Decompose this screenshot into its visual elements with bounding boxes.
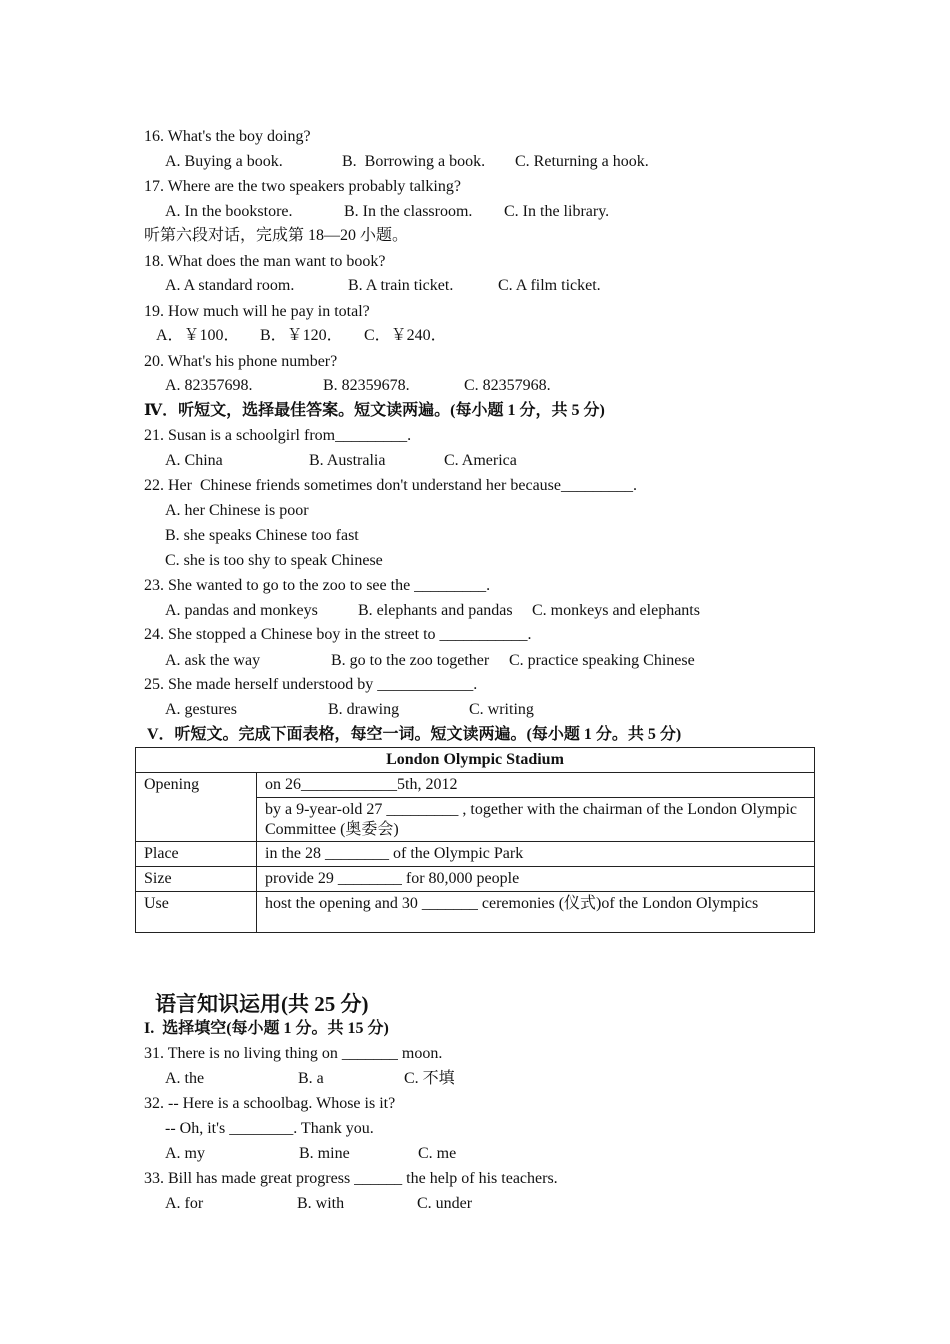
table-title: London Olympic Stadium [136, 748, 815, 773]
dialogue6-instruction: 听第六段对话，完成第 18—20 小题。 [144, 227, 409, 244]
q17-option-c: C. In the library. [504, 203, 610, 220]
part5-heading: V．听短文。完成下面表格，每空一词。短文读两遍。(每小题 1 分。共 5 分) [147, 726, 682, 743]
q16-option-b: B. Borrowing a book. [342, 153, 486, 170]
opening-row1: on 26____________5th, 2012 [257, 773, 815, 798]
q18-option-c: C. A film ticket. [498, 277, 601, 294]
q22-option-b: B. she speaks Chinese too fast [165, 527, 359, 544]
place-label: Place [136, 842, 257, 867]
q32-question: 32. -- Here is a schoolbag. Whose is it? [144, 1095, 396, 1112]
opening-row2: by a 9-year-old 27 _________ , together with the chairman of the London Olympic Committee (奥委会) [257, 798, 815, 842]
use-value: host the opening and 30 _______ ceremonies (仪式)of the London Olympics [257, 892, 815, 933]
language-section-title: 语言知识运用(共 25 分) [155, 992, 369, 1016]
q24-option-c: C. practice speaking Chinese [509, 652, 695, 669]
q31-question: 31. There is no living thing on _______ moon. [144, 1045, 443, 1062]
q23-question: 23. She wanted to go to the zoo to see the _________. [144, 577, 491, 594]
q21-question: 21. Susan is a schoolgirl from_________. [144, 427, 412, 444]
q17-question: 17. Where are the two speakers probably talking? [144, 178, 461, 195]
q32-option-b: B. mine [299, 1145, 350, 1162]
use-label: Use [136, 892, 257, 933]
q17-option-a: A. In the bookstore. [165, 203, 293, 220]
q19-option-b: B．￥120． [260, 327, 343, 344]
q21-option-a: A. China [165, 452, 223, 469]
q25-question: 25. She made herself understood by ____________. [144, 676, 478, 693]
q22-option-a: A. her Chinese is poor [165, 502, 309, 519]
q20-question: 20. What's his phone number? [144, 353, 338, 370]
q18-question: 18. What does the man want to book? [144, 253, 386, 270]
stadium-table [135, 747, 815, 933]
q19-question: 19. How much will he pay in total? [144, 303, 370, 320]
q21-option-b: B. Australia [309, 452, 386, 469]
q32-option-c: C. me [418, 1145, 457, 1162]
q23-option-a: A. pandas and monkeys [165, 602, 318, 619]
q22-question: 22. Her Chinese friends sometimes don't understand her because_________. [144, 477, 637, 494]
q18-option-b: B. A train ticket. [348, 277, 454, 294]
q23-option-b: B. elephants and pandas [358, 602, 513, 619]
q20-option-b: B. 82359678. [323, 377, 410, 394]
q25-option-b: B. drawing [328, 701, 400, 718]
q16-option-a: A. Buying a book. [165, 153, 283, 170]
q24-question: 24. She stopped a Chinese boy in the street to ___________. [144, 626, 532, 643]
place-value: in the 28 ________ of the Olympic Park [257, 842, 815, 867]
q16-question: 16. What's the boy doing? [144, 128, 311, 145]
q19-option-a: A．￥100． [156, 327, 240, 344]
q32-reply: -- Oh, it's ________. Thank you. [165, 1120, 374, 1137]
language-part1-heading: I. 选择填空(每小题 1 分。共 15 分) [144, 1020, 389, 1037]
q17-option-b: B. In the classroom. [344, 203, 473, 220]
q32-option-a: A. my [165, 1145, 205, 1162]
q25-option-c: C. writing [469, 701, 534, 718]
q24-option-b: B. go to the zoo together [331, 652, 490, 669]
q21-option-c: C. America [444, 452, 517, 469]
q25-option-a: A. gestures [165, 701, 237, 718]
q31-option-c: C. 不填 [404, 1070, 455, 1087]
q18-option-a: A. A standard room. [165, 277, 295, 294]
q33-option-c: C. under [417, 1195, 473, 1212]
q31-option-a: A. the [165, 1070, 205, 1087]
q24-option-a: A. ask the way [165, 652, 261, 669]
q33-option-a: A. for [165, 1195, 204, 1212]
q20-option-c: C. 82357968. [464, 377, 551, 394]
q22-option-c: C. she is too shy to speak Chinese [165, 552, 383, 569]
q19-option-c: C．￥240． [364, 327, 447, 344]
size-label: Size [136, 867, 257, 892]
size-value: provide 29 ________ for 80,000 people [257, 867, 815, 892]
q16-option-c: C. Returning a hook. [515, 153, 649, 170]
q33-question: 33. Bill has made great progress ______ the help of his teachers. [144, 1170, 558, 1187]
q23-option-c: C. monkeys and elephants [532, 602, 700, 619]
opening-label: Opening [136, 773, 257, 842]
q20-option-a: A. 82357698. [165, 377, 253, 394]
q33-option-b: B. with [297, 1195, 345, 1212]
q31-option-b: B. a [298, 1070, 324, 1087]
part4-heading: Ⅳ．听短文，选择最佳答案。短文读两遍。(每小题 1 分，共 5 分) [144, 402, 605, 419]
